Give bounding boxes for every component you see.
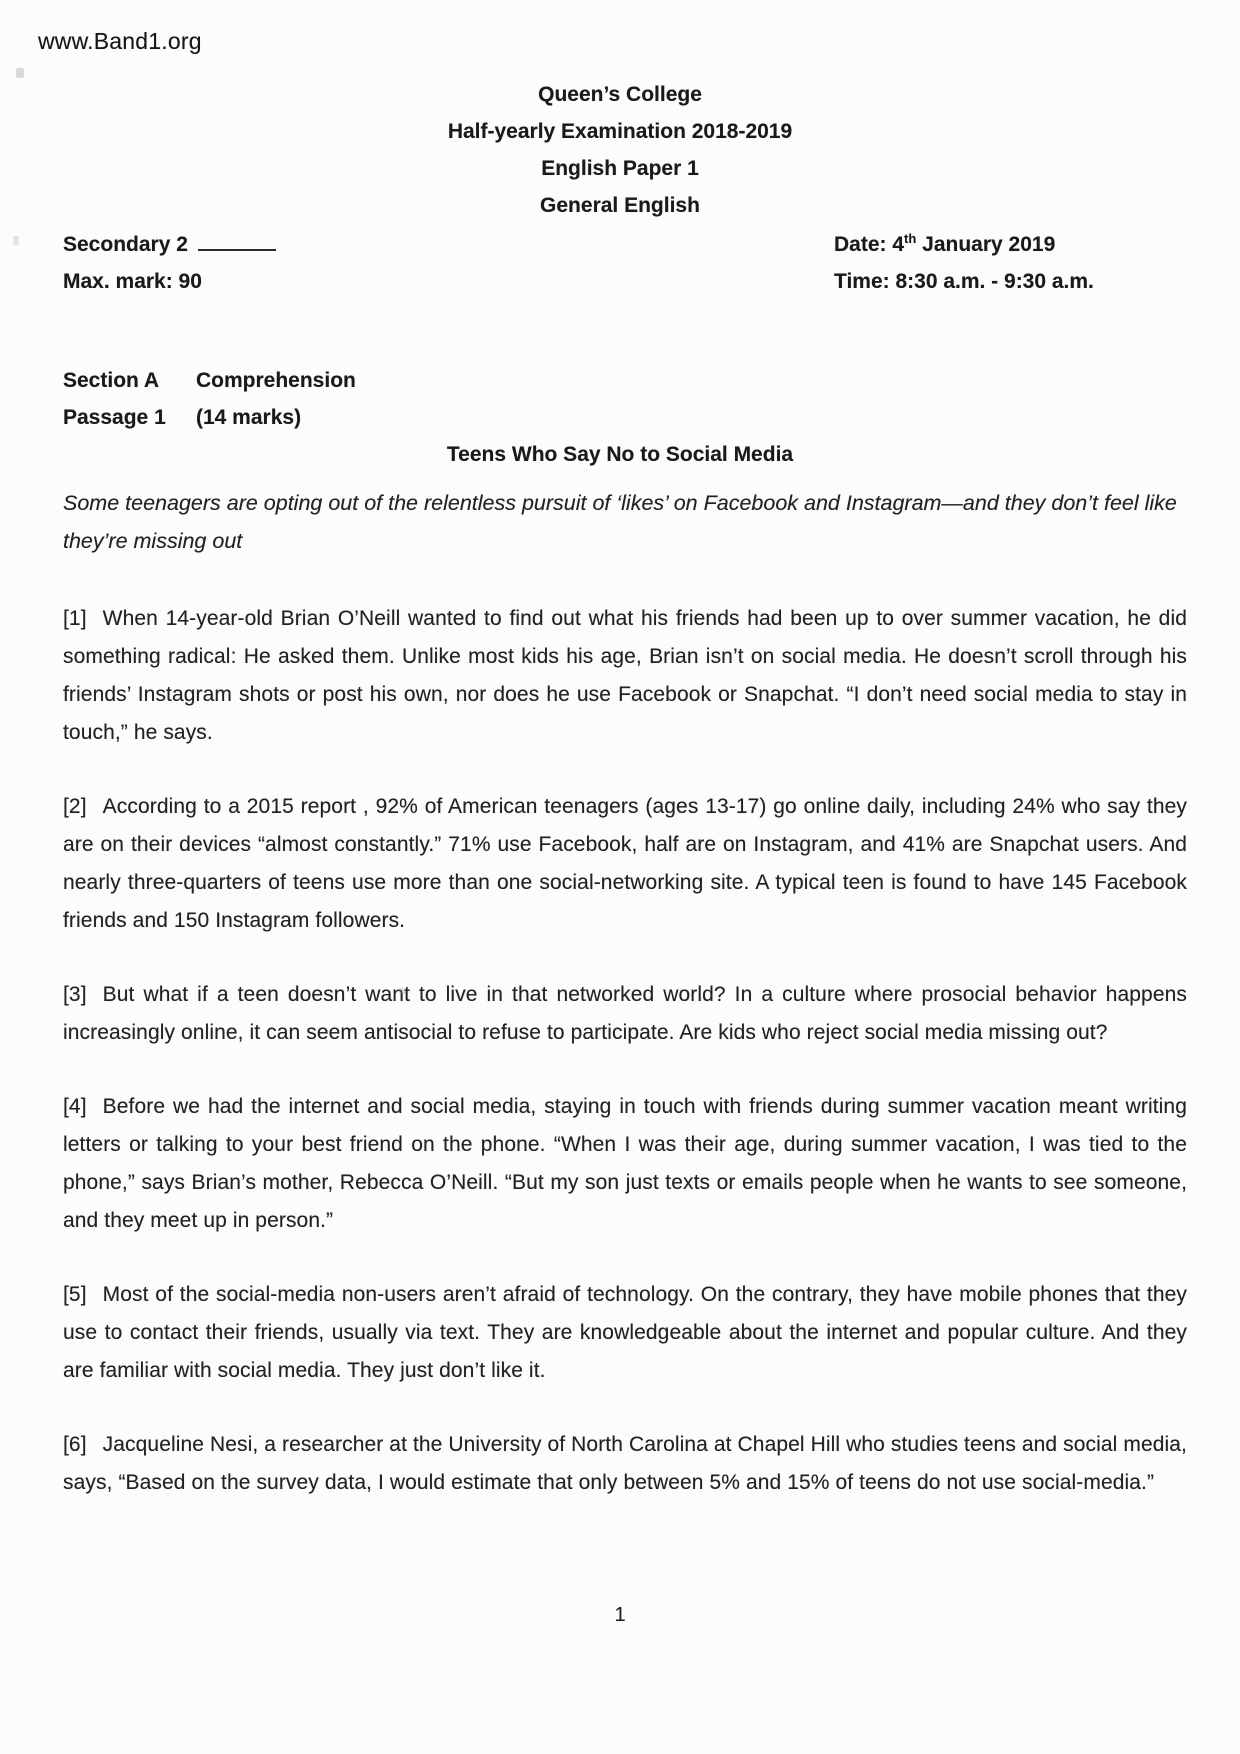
- passage-row: [63, 399, 1177, 436]
- section-row: [63, 362, 1177, 399]
- paragraph-number: [6]: [63, 1433, 87, 1456]
- passage-intro: Some teenagers are opting out of the relentless pursuit of ‘likes’ on Facebook and Instagram—and they don’t feel like they’re missing out: [63, 491, 1177, 553]
- paper-title: English Paper 1: [541, 157, 699, 180]
- class-line: [63, 226, 276, 263]
- paragraph-number: [3]: [63, 983, 87, 1006]
- exam-meta: [0, 226, 1240, 302]
- paragraph-number: [4]: [63, 1095, 87, 1118]
- paragraph-text: Most of the social-media non-users aren’t afraid of technology. On the contrary, they have mobile phones that they use to contact their friends, usually via text. They are knowledgeable about the internet and popular culture. And they are familiar with social media. They just don’t like it.: [63, 1283, 1187, 1382]
- paragraph-5: [63, 1276, 1187, 1390]
- paragraph-6: [63, 1426, 1187, 1502]
- paragraph-2: [63, 788, 1187, 940]
- paragraph-text: Jacqueline Nesi, a researcher at the University of North Carolina at Chapel Hill who studies teens and social media, says, “Based on the survey data, I would estimate that only between 5% and 15% of teens do not use social-media.”: [63, 1433, 1187, 1494]
- paragraph-3: [63, 976, 1187, 1052]
- scan-artifact: [399, 988, 406, 994]
- meta-left-column: [63, 226, 276, 300]
- exam-date: Date: 4th January 2019: [834, 231, 1056, 256]
- paragraph-number: [1]: [63, 607, 87, 630]
- passage-title: Teens Who Say No to Social Media: [446, 443, 794, 466]
- paragraph-text: When 14-year-old Brian O’Neill wanted to find out what his friends had been up to over summer vacation, he did something radical: He asked them. Unlike most kids his age, Brian isn’t on social media. He doesn’t scroll through his friends’ Instagram shots or post his own, nor does he use Facebook or Snapchat. “I don’t need social media to stay in touch,” he says.: [63, 607, 1187, 744]
- school-name: Queen’s College: [538, 83, 702, 106]
- page-number: 1: [614, 1604, 626, 1626]
- exam-title: Half-yearly Examination 2018-2019: [447, 120, 793, 143]
- date-ordinal: th: [904, 231, 917, 246]
- meta-right-column: [834, 226, 1094, 300]
- section-label: Section A: [63, 369, 160, 392]
- paragraph-1: [63, 600, 1187, 752]
- max-mark: Max. mark: 90: [63, 270, 202, 293]
- passage-body: [63, 600, 1187, 1502]
- exam-time: Time: 8:30 a.m. - 9:30 a.m.: [834, 270, 1094, 293]
- paragraph-text: According to a 2015 report , 92% of American teenagers (ages 13-17) go online daily, including 24% who say they are on their devices “almost constantly.” 71% use Facebook, half are on Instagram, and 41% are Snapchat users. And nearly three-quarters of teens use more than one social-networking site. A typical teen is found to have 145 Facebook friends and 150 Instagram followers.: [63, 795, 1187, 932]
- passage-marks: (14 marks): [196, 406, 302, 429]
- scan-artifact: [16, 68, 24, 78]
- subject-title: General English: [540, 194, 700, 217]
- section-name: Comprehension: [196, 369, 356, 392]
- paragraph-number: [5]: [63, 1283, 87, 1306]
- passage-label: Passage 1: [63, 406, 166, 429]
- paragraph-text: But what if a teen doesn’t want to live in that networked world? In a culture where prosocial behavior happens increasingly online, it can seem antisocial to refuse to participate. Are kids who reject social media missing out?: [63, 983, 1187, 1044]
- watermark-url: www.Band1.org: [38, 28, 202, 54]
- section-heading: [0, 362, 1240, 436]
- paragraph-text: Before we had the internet and social media, staying in touch with friends during summer vacation meant writing letters or talking to your best friend on the phone. “When I was their age, during summer vacation, I was tied to the phone,” says Brian’s mother, Rebecca O’Neill. “But my son just texts or emails people when he wants to see someone, and they meet up in person.”: [63, 1095, 1187, 1232]
- class-label: Secondary 2: [63, 233, 188, 256]
- paragraph-number: [2]: [63, 795, 87, 818]
- class-fill-in-blank: [198, 229, 276, 251]
- paragraph-4: [63, 1088, 1187, 1240]
